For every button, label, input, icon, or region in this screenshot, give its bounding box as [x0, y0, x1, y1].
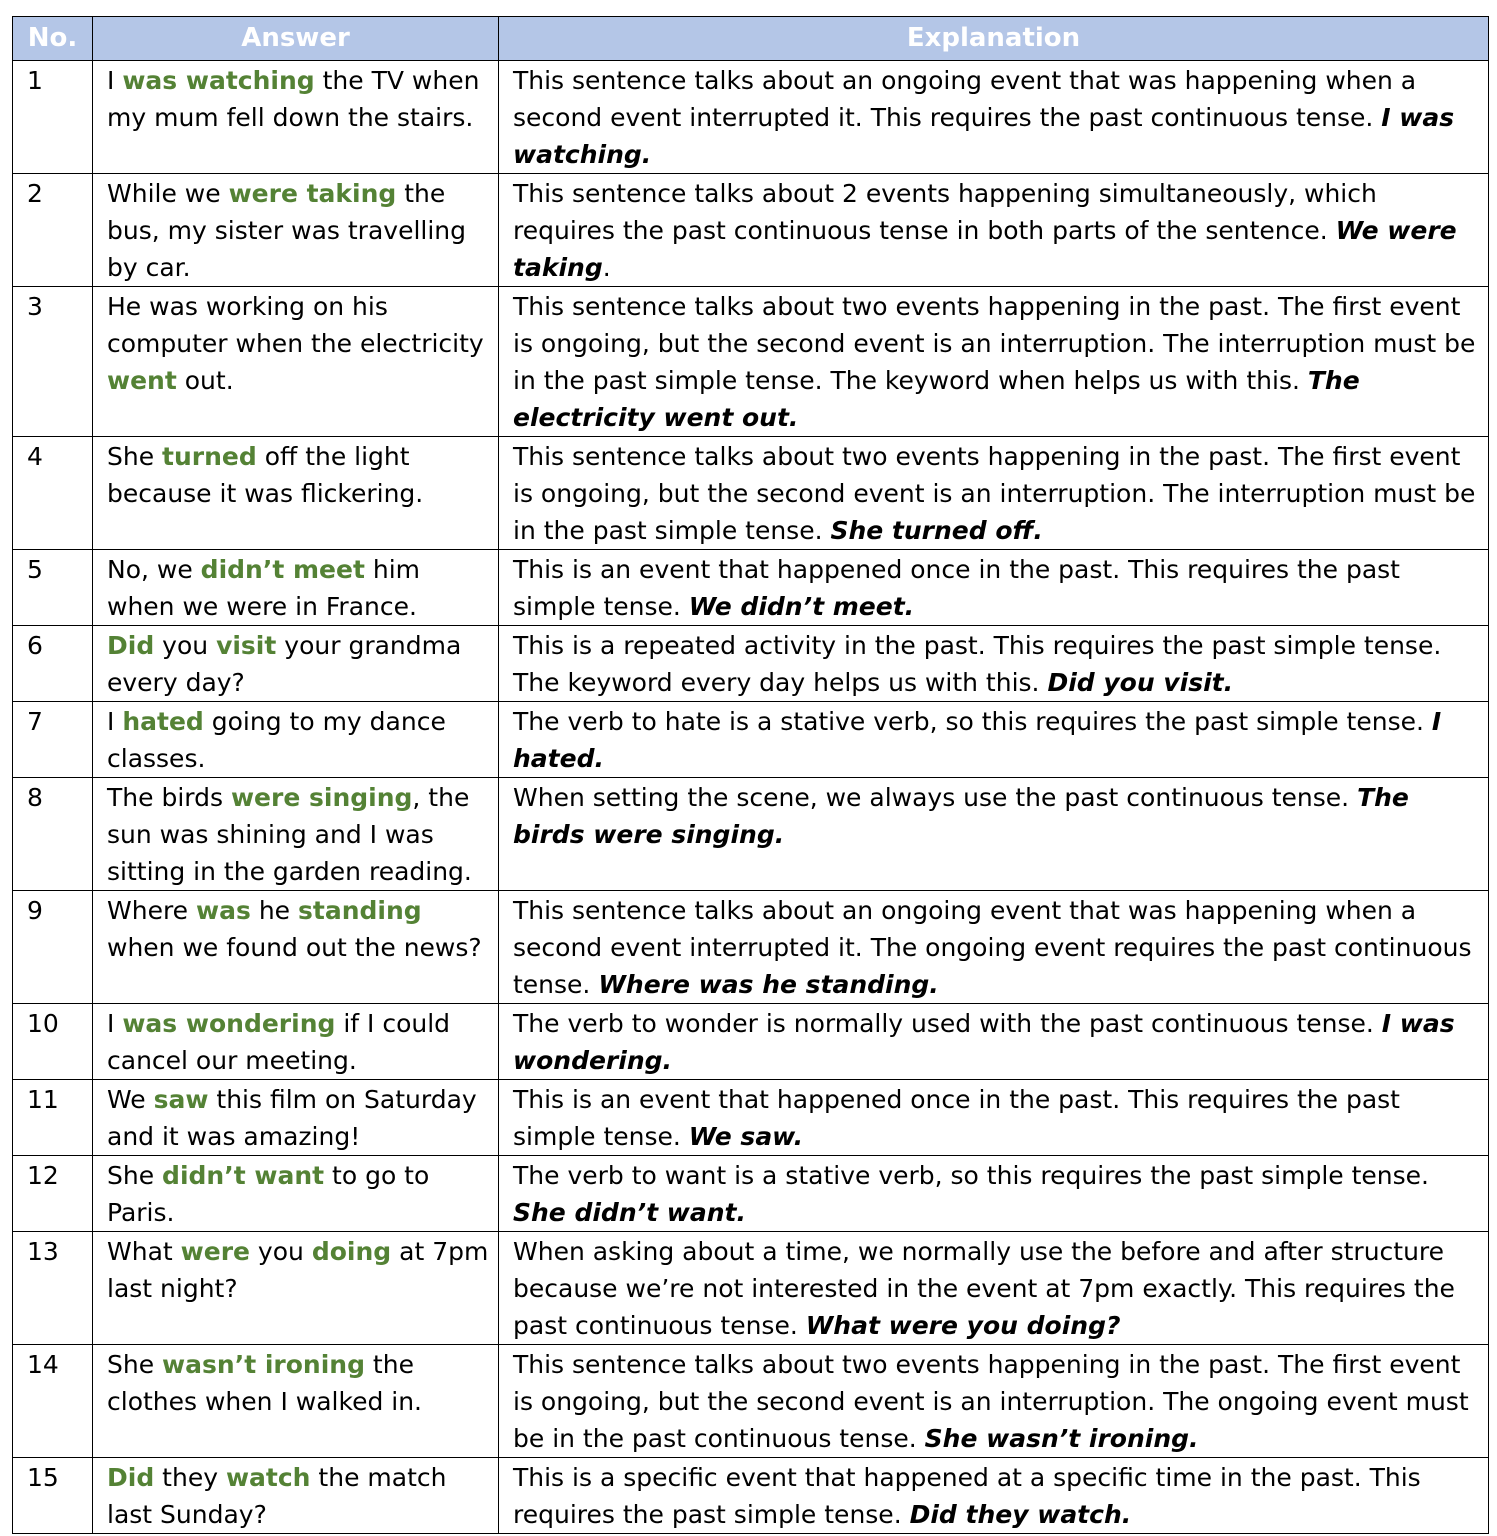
answer-verb: was [196, 896, 251, 925]
explanation-answer: I hated. [513, 707, 1442, 773]
explanation-answer: We didn’t meet. [688, 592, 915, 621]
text-segment: She [107, 442, 163, 471]
row-number: 5 [13, 550, 93, 626]
explanation-answer: She turned off. [830, 516, 1043, 545]
answer-verb: were singing [230, 783, 413, 812]
row-number: 13 [13, 1232, 93, 1345]
row-number: 14 [13, 1345, 93, 1458]
explanation-cell [499, 702, 1489, 778]
answer-verb: were [180, 1237, 250, 1266]
row-number: 9 [13, 891, 93, 1004]
answer-cell [93, 702, 499, 778]
table-row [13, 1458, 1489, 1534]
row-number: 3 [13, 287, 93, 437]
text-segment: This is an event that happened once in the past. This requires the past simple tense. [513, 1085, 1400, 1151]
explanation-answer: Did they watch. [909, 1500, 1132, 1529]
text-segment: What [107, 1237, 181, 1266]
explanation-cell [499, 1345, 1489, 1458]
text-segment: he [250, 896, 298, 925]
row-number: 7 [13, 702, 93, 778]
text-segment: , the sun was shining and I was sitting in the garden reading. [107, 783, 472, 886]
explanation-cell [499, 287, 1489, 437]
answer-cell [93, 891, 499, 1004]
text-segment: The verb to wonder is normally used with the past continuous tense. [513, 1009, 1382, 1038]
answer-verb: Did [107, 631, 155, 660]
text-segment: When asking about a time, we normally use the before and after structure because we’re not interested in the event at 7pm exactly. This requires the past continuous tense. [513, 1237, 1455, 1340]
text-segment: He was working on his computer when the electricity [107, 292, 484, 358]
text-segment: him when we were in France. [107, 555, 420, 621]
answer-verb: Did [107, 1463, 155, 1492]
explanation-answer: I was wondering. [513, 1009, 1455, 1075]
answer-verb: turned [162, 442, 257, 471]
answer-cell [93, 626, 499, 702]
answer-cell [93, 1156, 499, 1232]
answer-cell [93, 550, 499, 626]
text-segment: When setting the scene, we always use the past continuous tense. [513, 783, 1358, 812]
text-segment: This sentence talks about two events happening in the past. The first event is ongoing, but the second event is an interruption. The ongoing event must be in the past continuous tense. [513, 1350, 1469, 1453]
table-row [13, 550, 1489, 626]
answer-verb: saw [153, 1085, 209, 1114]
text-segment: I [107, 66, 123, 95]
row-number: 12 [13, 1156, 93, 1232]
text-segment: The verb to want is a stative verb, so this requires the past simple tense. [513, 1161, 1430, 1190]
text-segment: going to my dance classes. [107, 707, 446, 773]
text-segment: This sentence talks about an ongoing event that was happening when a second event interrupted it. This requires the past continuous tense. [513, 66, 1417, 132]
row-number: 6 [13, 626, 93, 702]
text-segment: This sentence talks about two events happening in the past. The first event is ongoing, but the second event is an interruption. The interruption must be in the past simple tense. [513, 442, 1476, 545]
answer-verb: were taking [228, 179, 397, 208]
row-number: 4 [13, 437, 93, 550]
table-row [13, 778, 1489, 891]
explanation-cell [499, 1232, 1489, 1345]
explanation-answer: She didn’t want. [513, 1198, 746, 1227]
explanation-answer: The birds were singing. [513, 783, 1409, 849]
text-segment: She [107, 1350, 163, 1379]
explanation-cell [499, 1156, 1489, 1232]
answer-cell [93, 61, 499, 174]
table-row [13, 1080, 1489, 1156]
answer-verb: wasn’t ironing [162, 1350, 365, 1379]
text-segment: the TV when my mum fell down the stairs. [107, 66, 480, 132]
text-segment: at 7pm last night? [107, 1237, 489, 1303]
table-row [13, 1156, 1489, 1232]
explanation-answer: What were you doing? [805, 1311, 1121, 1340]
text-segment: Where [107, 896, 197, 925]
explanation-cell [499, 1080, 1489, 1156]
answer-verb: doing [311, 1237, 392, 1266]
text-segment: This is a specific event that happened at a specific time in the past. This requires the past simple tense. [513, 1463, 1421, 1529]
answer-cell [93, 778, 499, 891]
explanation-cell [499, 778, 1489, 891]
explanation-cell [499, 550, 1489, 626]
answer-cell [93, 287, 499, 437]
header-explanation: Explanation [499, 17, 1489, 61]
row-number: 11 [13, 1080, 93, 1156]
table-body [13, 61, 1489, 1534]
table-row [13, 437, 1489, 550]
table-row [13, 1004, 1489, 1080]
answer-cell [93, 437, 499, 550]
text-segment: While we [107, 179, 229, 208]
text-segment: We [107, 1085, 154, 1114]
text-segment: This is a repeated activity in the past. This requires the past simple tense. The keyword every day helps us with this. [513, 631, 1442, 697]
answer-verb: standing [298, 896, 422, 925]
text-segment: No, we [107, 555, 201, 584]
text-segment: you [249, 1237, 312, 1266]
text-segment: when we found out the news? [107, 933, 482, 962]
header-answer: Answer [93, 17, 499, 61]
table-row [13, 626, 1489, 702]
answer-verb: didn’t meet [200, 555, 365, 584]
explanation-cell [499, 1004, 1489, 1080]
answer-verb: was watching [122, 66, 315, 95]
answer-verb: visit [216, 631, 277, 660]
answer-verb: went [107, 366, 177, 395]
table-row [13, 61, 1489, 174]
header-no: No. [13, 17, 93, 61]
text-segment: they [154, 1463, 226, 1492]
row-number: 1 [13, 61, 93, 174]
answer-verb: watch [225, 1463, 311, 1492]
text-segment: The birds [107, 783, 231, 812]
text-segment: The verb to hate is a stative verb, so this requires the past simple tense. [513, 707, 1432, 736]
table-row [13, 1232, 1489, 1345]
explanation-cell [499, 174, 1489, 287]
answer-cell [93, 1345, 499, 1458]
row-number: 2 [13, 174, 93, 287]
row-number: 15 [13, 1458, 93, 1534]
explanation-cell [499, 61, 1489, 174]
answer-verb: didn’t want [162, 1161, 325, 1190]
text-segment: your grandma every day? [107, 631, 462, 697]
answer-cell [93, 1004, 499, 1080]
explanation-answer: Did you visit. [1047, 668, 1234, 697]
answer-cell [93, 1232, 499, 1345]
text-segment: . [602, 253, 611, 282]
explanation-answer: We were taking [513, 216, 1457, 282]
text-segment: you [154, 631, 217, 660]
text-segment: I [107, 1009, 123, 1038]
explanation-cell [499, 1458, 1489, 1534]
table-row [13, 702, 1489, 778]
header-row [13, 17, 1489, 61]
text-segment: off the light because it was flickering. [107, 442, 424, 508]
explanation-cell [499, 437, 1489, 550]
text-segment: this film on Saturday and it was amazing! [107, 1085, 477, 1151]
text-segment: the bus, my sister was travelling by car. [107, 179, 466, 282]
row-number: 8 [13, 778, 93, 891]
table-row [13, 287, 1489, 437]
text-segment: This sentence talks about two events happening in the past. The first event is ongoing, but the second event is an interruption. The interruption must be in the past simple tense. The keyword when helps us with this. [513, 292, 1476, 395]
table-row [13, 174, 1489, 287]
text-segment: I [107, 707, 123, 736]
text-segment: to go to Paris. [107, 1161, 430, 1227]
text-segment: This is an event that happened once in the past. This requires the past simple tense. [513, 555, 1400, 621]
text-segment: This sentence talks about an ongoing event that was happening when a second event interrupted it. The ongoing event requires the past continuous tense. [513, 896, 1472, 999]
answer-cell [93, 1080, 499, 1156]
answer-cell [93, 174, 499, 287]
explanation-answer: The electricity went out. [513, 366, 1360, 432]
explanation-answer: I was watching. [513, 103, 1455, 169]
answer-table [12, 16, 1489, 1534]
text-segment: out. [176, 366, 234, 395]
text-segment: if I could cancel our meeting. [107, 1009, 451, 1075]
text-segment: the clothes when I walked in. [107, 1350, 423, 1416]
explanation-answer: She wasn’t ironing. [924, 1424, 1199, 1453]
answer-verb: hated [122, 707, 204, 736]
answer-verb: was wondering [122, 1009, 336, 1038]
answer-cell [93, 1458, 499, 1534]
explanation-cell [499, 891, 1489, 1004]
text-segment: the match last Sunday? [107, 1463, 447, 1529]
row-number: 10 [13, 1004, 93, 1080]
explanation-cell [499, 626, 1489, 702]
table-row [13, 891, 1489, 1004]
explanation-answer: Where was he standing. [598, 970, 939, 999]
table-row [13, 1345, 1489, 1458]
text-segment: She [107, 1161, 163, 1190]
explanation-answer: We saw. [688, 1122, 804, 1151]
text-segment: This sentence talks about 2 events happening simultaneously, which requires the past continuous tense in both parts of the sentence. [513, 179, 1377, 245]
